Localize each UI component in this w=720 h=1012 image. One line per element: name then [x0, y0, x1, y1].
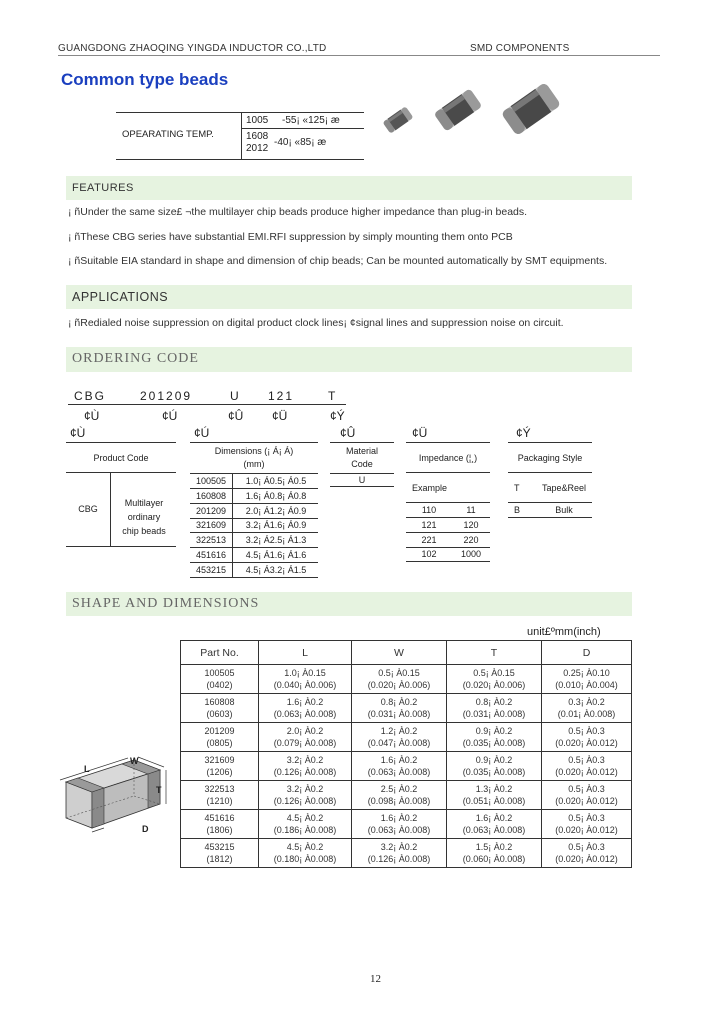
temp-size-1608-2012: 1608 2012 [246, 131, 269, 154]
col-header-t: T [447, 641, 542, 665]
part-number-cell-mm: 453215 [204, 842, 235, 852]
thickness-cell-mm: 0.8¡ À0.2 [475, 697, 513, 707]
terminal-cell [542, 723, 632, 752]
impedance-row [406, 548, 490, 562]
marker-5: ¢Ý [330, 409, 345, 423]
thickness-cell [447, 781, 542, 810]
length-cell-mm: 2.0¡ À0.2 [286, 726, 324, 736]
length-cell [259, 752, 352, 781]
length-cell-mm: 4.5¡ À0.2 [286, 813, 324, 823]
shape-heading: SHAPE AND DIMENSIONS [72, 596, 260, 611]
dimension-row [190, 490, 318, 504]
width-cell-mm: 0.8¡ À0.2 [380, 697, 418, 707]
length-cell-inch: (0.079¡ À0.008) [273, 738, 337, 748]
length-cell-inch: (0.063¡ À0.008) [273, 709, 337, 719]
width-cell-mm: 2.5¡ À0.2 [380, 784, 418, 794]
diagram-label-l: L [84, 764, 90, 774]
dimension-code: 453215 [195, 564, 227, 575]
dimension-row [190, 564, 318, 578]
thickness-cell-mm: 1.3¡ À0.2 [475, 784, 513, 794]
width-cell-inch: (0.020¡ À0.006) [367, 680, 431, 690]
table-row [181, 810, 632, 839]
temp-range-1608-2012: -40¡ «85¡ æ [274, 137, 327, 148]
impedance-row [406, 534, 490, 548]
header-rule [58, 55, 660, 56]
product-code-block [66, 442, 176, 546]
features-heading: FEATURES [72, 182, 134, 194]
width-cell [352, 839, 447, 868]
dimension-code: 100505 [195, 476, 227, 486]
shape-band [66, 592, 632, 616]
impedance-row [406, 504, 490, 518]
part-number-cell [181, 723, 259, 752]
width-cell [352, 723, 447, 752]
length-cell [259, 781, 352, 810]
terminal-cell-mm: 0.25¡ À0.10 [563, 668, 610, 678]
code-part-dimensions: 201209 [140, 389, 193, 403]
operating-temp-label: OPEARATING TEMP. [122, 129, 214, 140]
length-cell [259, 694, 352, 723]
part-number-cell-inch: (1206) [206, 767, 233, 777]
impedance-value: 120 [463, 519, 479, 530]
part-number-cell-mm: 451616 [204, 813, 235, 823]
width-cell [352, 752, 447, 781]
terminal-cell [542, 694, 632, 723]
shape-dimensions-table [180, 640, 632, 868]
table-row [181, 839, 632, 868]
part-number-cell-mm: 321609 [204, 755, 235, 765]
terminal-cell [542, 665, 632, 694]
product-code-header: Product Code [93, 453, 149, 463]
material-code: U [358, 475, 366, 485]
packaging-value-t: Tape&Reel [541, 483, 587, 493]
code-part-impedance: 121 [268, 389, 295, 403]
part-number-cell-mm: 201209 [204, 726, 235, 736]
col-header-part: Part No. [181, 641, 259, 665]
diagram-label-t: T [156, 785, 162, 795]
impedance-example: Example [412, 483, 448, 493]
impedance-value: 11 [466, 505, 476, 515]
dimension-value: 2.0¡ Á1.2¡ Á0.9 [245, 505, 307, 516]
length-cell-inch: (0.186¡ À0.008) [273, 825, 337, 835]
part-number-cell [181, 839, 259, 868]
thickness-cell [447, 665, 542, 694]
length-cell-inch: (0.040¡ À0.006) [273, 680, 337, 690]
thickness-cell [447, 694, 542, 723]
col-marker-4: ¢Ü [412, 426, 428, 440]
packaging-header: Packaging Style [517, 453, 583, 463]
marker-1: ¢Ù [84, 409, 100, 423]
dimension-row [190, 505, 318, 519]
col-header-w: W [352, 641, 447, 665]
dimension-value: 4.5¡ Á3.2¡ Á1.5 [245, 564, 307, 575]
length-cell-inch: (0.126¡ À0.008) [273, 796, 337, 806]
impedance-code: 221 [421, 534, 437, 545]
length-cell-mm: 1.6¡ À0.2 [286, 697, 324, 707]
dimension-value: 3.2¡ Á2.5¡ Á1.3 [245, 535, 307, 546]
ordering-heading: ORDERING CODE [72, 351, 199, 366]
col-header-l: L [259, 641, 352, 665]
dimension-row [190, 549, 318, 563]
part-number-cell [181, 665, 259, 694]
terminal-cell-mm: 0.3¡ À0.2 [568, 697, 605, 707]
dimension-row [190, 534, 318, 548]
applications-band [66, 285, 632, 309]
part-number-cell-inch: (1806) [206, 825, 233, 835]
impedance-header: Impedance (¦¸) [418, 453, 478, 463]
terminal-cell-inch: (0.020¡ À0.012) [555, 854, 618, 864]
part-number-cell-inch: (1812) [206, 854, 233, 864]
page-title: Common type beads [61, 70, 229, 89]
product-description: Multilayer ordinary chip beads [122, 498, 166, 536]
part-number-cell-inch: (1210) [206, 796, 233, 806]
marker-3: ¢Û [228, 409, 244, 423]
packaging-code-b: B [514, 505, 521, 515]
packaging-block [508, 442, 592, 518]
ordering-code-line [68, 388, 346, 405]
dimension-code: 321609 [195, 520, 227, 531]
part-number-cell-mm: 322513 [204, 784, 235, 794]
code-part-packaging: T [328, 389, 336, 403]
part-number-cell [181, 694, 259, 723]
terminal-cell [542, 781, 632, 810]
thickness-cell-inch: (0.035¡ À0.008) [462, 767, 526, 777]
width-cell-mm: 3.2¡ À0.2 [380, 842, 418, 852]
thickness-cell-mm: 0.9¡ À0.2 [475, 755, 513, 765]
terminal-cell-inch: (0.020¡ À0.012) [555, 796, 618, 806]
temp-range-1005: -55¡ «125¡ æ [282, 115, 340, 126]
part-number-cell-inch: (0402) [206, 680, 233, 690]
thickness-cell-mm: 1.5¡ À0.2 [475, 842, 513, 852]
width-cell-mm: 1.6¡ À0.2 [380, 755, 418, 765]
impedance-code: 102 [421, 549, 437, 560]
width-cell-mm: 1.6¡ À0.2 [380, 813, 418, 823]
part-number-cell-inch: (0805) [206, 738, 233, 748]
terminal-cell-mm: 0.5¡ À0.3 [568, 784, 605, 794]
width-cell-inch: (0.098¡ À0.008) [367, 796, 431, 806]
dimension-code: 322513 [195, 535, 227, 546]
dimension-code: 451616 [195, 550, 227, 560]
length-cell-mm: 4.5¡ À0.2 [286, 842, 324, 852]
feature-item-2: ¡ ñThese CBG series have substantial EMI.RFI suppression by simply mounting them onto PCB [68, 231, 513, 243]
width-cell [352, 781, 447, 810]
impedance-row [406, 519, 490, 533]
part-number-cell-mm: 160808 [204, 697, 235, 707]
terminal-cell-mm: 0.5¡ À0.3 [568, 726, 605, 736]
thickness-cell-mm: 0.5¡ À0.15 [473, 668, 515, 678]
impedance-value: 1000 [460, 549, 482, 560]
terminal-cell-mm: 0.5¡ À0.3 [568, 813, 605, 823]
part-number-cell [181, 781, 259, 810]
length-cell-inch: (0.180¡ À0.008) [273, 854, 337, 864]
dimension-value: 3.2¡ Á1.6¡ Á0.9 [245, 520, 307, 531]
part-number-cell [181, 752, 259, 781]
dimension-code: 160808 [195, 490, 227, 501]
ordering-band [66, 347, 632, 372]
feature-item-1: ¡ ñUnder the same size£ ¬the multilayer chip beads produce higher impedance than plug-in beads. [68, 206, 528, 218]
features-band [66, 176, 632, 200]
col-marker-5: ¢Ý [516, 426, 531, 440]
dimension-row [190, 519, 318, 533]
impedance-code: 110 [421, 505, 437, 515]
width-cell-inch: (0.047¡ À0.008) [367, 738, 431, 748]
dimensions-block [190, 442, 318, 577]
thickness-cell-mm: 1.6¡ À0.2 [475, 813, 513, 823]
code-part-material: U [230, 389, 239, 403]
terminal-cell [542, 839, 632, 868]
width-cell-inch: (0.031¡ À0.008) [367, 709, 431, 719]
thickness-cell [447, 810, 542, 839]
material-block [330, 442, 394, 486]
part-number-cell-inch: (0603) [206, 709, 233, 719]
table-row [181, 694, 632, 723]
col-marker-2: ¢Ú [194, 426, 210, 440]
section-name: SMD COMPONENTS [470, 43, 570, 54]
width-cell-mm: 1.2¡ À0.2 [380, 726, 418, 736]
width-cell-inch: (0.063¡ À0.008) [367, 825, 431, 835]
table-row [181, 752, 632, 781]
length-cell-mm: 1.0¡ À0.15 [284, 668, 326, 678]
terminal-cell [542, 752, 632, 781]
thickness-cell-inch: (0.020¡ À0.006) [462, 680, 526, 690]
unit-label: unit£ºmm(inch) [527, 626, 601, 638]
dimension-value: 1.6¡ Á0.8¡ Á0.8 [245, 490, 307, 501]
thickness-cell [447, 723, 542, 752]
thickness-cell-inch: (0.031¡ À0.008) [462, 709, 526, 719]
thickness-cell [447, 839, 542, 868]
part-number-cell-mm: 100505 [204, 668, 235, 678]
product-code-value: CBG [78, 504, 98, 514]
impedance-value: 220 [463, 534, 479, 545]
thickness-cell-inch: (0.051¡ À0.008) [462, 796, 526, 806]
width-cell-inch: (0.063¡ À0.008) [367, 767, 431, 777]
terminal-cell-inch: (0.020¡ À0.012) [555, 738, 618, 748]
applications-text: ¡ ñRedialed noise suppression on digital product clock lines¡ ¢signal lines and suppression noise on circuit. [68, 317, 564, 329]
dimension-code: 201209 [195, 505, 227, 516]
part-number-cell [181, 810, 259, 839]
dimensions-header: Dimensions (¡ Á¡ Á) (mm) [214, 446, 294, 469]
dimension-row [190, 475, 318, 489]
thickness-cell-inch: (0.063¡ À0.008) [462, 825, 526, 835]
code-part-product: CBG [74, 389, 107, 403]
length-cell [259, 810, 352, 839]
length-cell-mm: 3.2¡ À0.2 [286, 755, 324, 765]
length-cell-mm: 3.2¡ À0.2 [286, 784, 324, 794]
col-marker-1: ¢Ù [70, 426, 86, 440]
width-cell-mm: 0.5¡ À0.15 [378, 668, 420, 678]
diagram-label-d: D [142, 824, 149, 834]
terminal-cell-inch: (0.020¡ À0.012) [555, 767, 618, 777]
terminal-cell-inch: (0.010¡ À0.004) [555, 680, 618, 690]
packaging-code-t: T [514, 483, 520, 493]
thickness-cell-mm: 0.9¡ À0.2 [475, 726, 513, 736]
impedance-code: 121 [421, 519, 437, 530]
thickness-cell-inch: (0.060¡ À0.008) [462, 854, 526, 864]
terminal-cell-inch: (0.01¡ À0.008) [557, 709, 616, 719]
temp-size-1005: 1005 [246, 115, 269, 126]
thickness-cell-inch: (0.035¡ À0.008) [462, 738, 526, 748]
width-cell [352, 810, 447, 839]
col-marker-3: ¢Û [340, 426, 356, 440]
material-header: Material Code [345, 446, 378, 469]
feature-item-3: ¡ ñSuitable EIA standard in shape and dimension of chip beads; Can be mounted automatically by SMT equipments. [68, 255, 608, 267]
terminal-cell-mm: 0.5¡ À0.3 [568, 755, 605, 765]
width-cell [352, 665, 447, 694]
length-cell-inch: (0.126¡ À0.008) [273, 767, 337, 777]
dimension-value: 4.5¡ Á1.6¡ Á1.6 [245, 550, 307, 560]
table-row [181, 723, 632, 752]
packaging-value-b: Bulk [555, 505, 573, 515]
diagram-label-w: W [130, 756, 139, 766]
marker-2: ¢Ú [162, 409, 178, 423]
width-cell [352, 694, 447, 723]
terminal-cell-mm: 0.5¡ À0.3 [568, 842, 605, 852]
length-cell [259, 839, 352, 868]
operating-temp-table [116, 112, 364, 160]
dimension-value: 1.0¡ Á0.5¡ Á0.5 [245, 476, 307, 486]
length-cell [259, 665, 352, 694]
impedance-block [406, 442, 490, 562]
col-header-d: D [542, 641, 632, 665]
company-name: GUANGDONG ZHAOQING YINGDA INDUCTOR CO.,LTD [58, 43, 327, 54]
table-row [181, 781, 632, 810]
width-cell-inch: (0.126¡ À0.008) [367, 854, 431, 864]
terminal-cell-inch: (0.020¡ À0.012) [555, 825, 618, 835]
applications-heading: APPLICATIONS [72, 290, 169, 304]
length-cell [259, 723, 352, 752]
marker-4: ¢Ü [272, 409, 288, 423]
table-row [181, 665, 632, 694]
thickness-cell [447, 752, 542, 781]
page-number: 12 [370, 973, 381, 985]
terminal-cell [542, 810, 632, 839]
